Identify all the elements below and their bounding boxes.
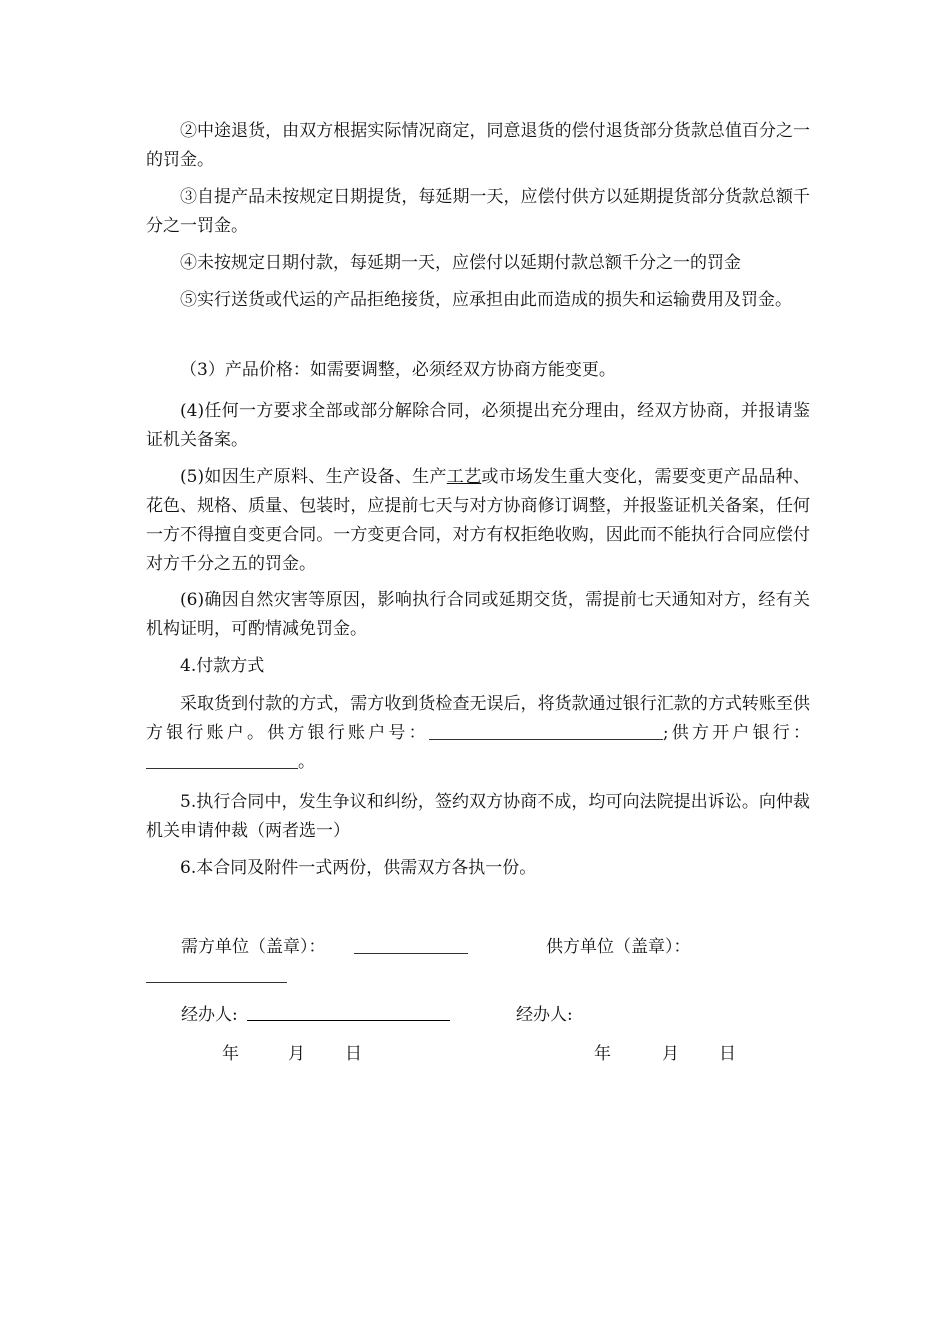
clause-refuse-delivery: ⑤实行送货或代运的产品拒绝接货，应承担由此而造成的损失和运输费用及罚金。 (180, 290, 792, 310)
section-dispute: 5.执行合同中，发生争议和纠纷，签约双方协商不成，均可向法院提出诉讼。向仲裁机关申请仲裁（两者选一） (146, 792, 810, 841)
bank-account-blank[interactable] (429, 738, 663, 740)
section-payment-title: 4.付款方式 (180, 656, 265, 676)
buyer-date-month: 月 (288, 1044, 305, 1064)
seller-date-day: 日 (719, 1044, 736, 1064)
seller-agent-label: 经办人: (516, 1005, 573, 1025)
clause-major-change-b: 或市场发生重大变化，需要变更产品品种、花色、规格、质量、包装时，应提前七天与对方协商修订调整，并报鉴证机关备案，任何一方不得擅自变更合同。一方变更合同，对方有权拒绝收购，因此而不能执行合同应偿付对方千分之五的罚金。 (146, 467, 810, 574)
section-payment-body (146, 690, 810, 777)
clause-major-change-underlined: 工艺 (446, 467, 482, 487)
clause-termination: (4)任何一方要求全部或部分解除合同，必须提出充分理由，经双方协商，并报请鉴证机关备案。 (146, 401, 810, 450)
buyer-unit-label: 需方单位（盖章）： (181, 937, 326, 957)
payment-text-b: ;供方开户银行： (662, 723, 810, 743)
payment-text-a: 采取货到付款的方式，需方收到货检查无误后，将货款通过银行汇款的方式转账至供方银行账户。供方银行账户号： (146, 694, 810, 743)
seller-unit-blank[interactable] (146, 982, 287, 983)
buyer-agent-label: 经办人: (181, 1005, 238, 1025)
clause-force-majeure: (6)确因自然灾害等原因，影响执行合同或延期交货，需提前七天通知对方，经有关机构证明，可酌情减免罚金。 (146, 590, 810, 639)
buyer-unit-blank[interactable] (354, 953, 468, 954)
clause-product-price: （3）产品价格：如需要调整，必须经双方协商方能变更。 (180, 360, 616, 380)
clause-mid-return: ②中途退货，由双方根据实际情况商定，同意退货的偿付退货部分货款总值百分之一的罚金。 (146, 121, 810, 170)
section-copies: 6.本合同及附件一式两份，供需双方各执一份。 (180, 858, 537, 878)
bank-name-blank[interactable] (146, 767, 298, 769)
seller-unit-label: 供方单位（盖章）： (546, 937, 691, 957)
clause-major-change (146, 463, 810, 579)
seller-date-month: 月 (662, 1044, 679, 1064)
seller-date-year: 年 (594, 1044, 611, 1064)
buyer-date-day: 日 (345, 1044, 362, 1064)
clause-late-pickup: ③自提产品未按规定日期提货，每延期一天，应偿付供方以延期提货部分货款总额千分之一罚金。 (146, 187, 810, 236)
clause-late-payment: ④未按规定日期付款，每延期一天，应偿付以延期付款总额千分之一的罚金 (180, 253, 741, 273)
buyer-date-year: 年 (222, 1044, 239, 1064)
buyer-agent-blank[interactable] (247, 1020, 450, 1021)
payment-text-c: 。 (298, 752, 315, 772)
clause-major-change-a: (5)如因生产原料、生产设备、生产 (180, 467, 447, 487)
